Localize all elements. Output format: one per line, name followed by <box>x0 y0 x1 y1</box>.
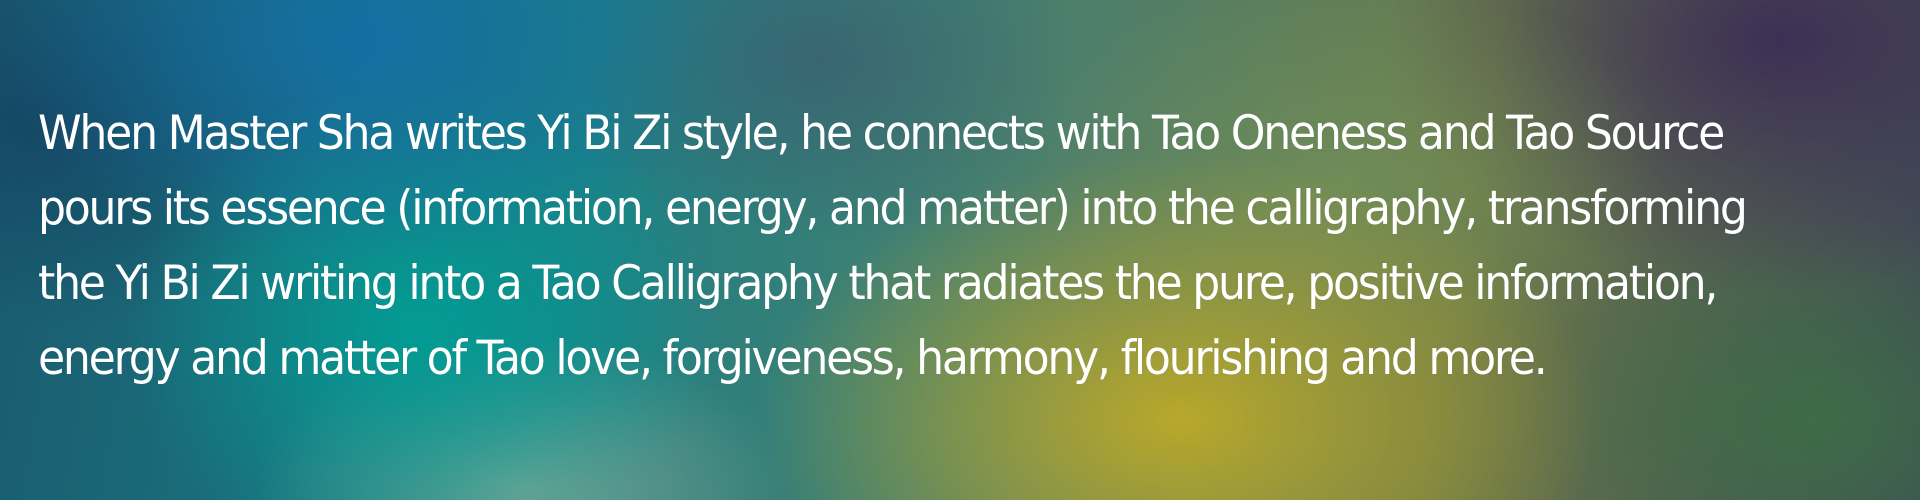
paragraph-line-2: pours its essence (information, energy, and matter) into the calligraphy, transforming <box>38 181 1746 236</box>
paragraph-line-4: energy and matter of Tao love, forgiveness, harmony, flourishing and more. <box>38 331 1546 386</box>
paragraph-line-1: When Master Sha writes Yi Bi Zi style, he connects with Tao Oneness and Tao Source <box>38 106 1724 161</box>
banner-paragraph <box>38 96 1777 396</box>
paragraph-line-3: the Yi Bi Zi writing into a Tao Calligraphy that radiates the pure, positive information, <box>38 256 1717 311</box>
